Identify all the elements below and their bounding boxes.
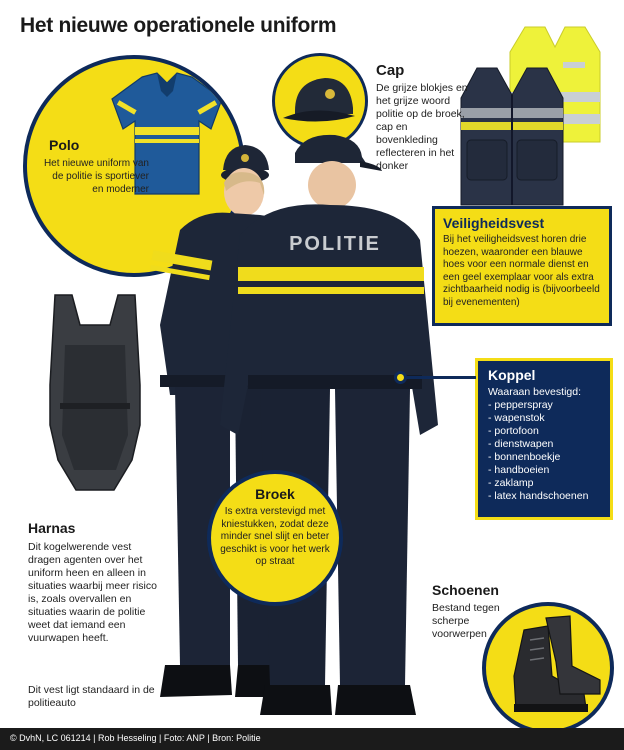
schoenen-text: Bestand tegen scherpe voorwerpen bbox=[432, 602, 500, 640]
koppel-item: - wapenstok bbox=[488, 412, 545, 424]
page-title: Het nieuwe operationele uniform bbox=[20, 14, 337, 37]
koppel-item: - bonnenboekje bbox=[488, 451, 561, 463]
polo-text: Het nieuwe uniform van de politie is sportiever en moderner bbox=[43, 158, 149, 195]
harnas-text-2: Dit vest ligt standaard in de politieauto bbox=[28, 684, 155, 709]
koppel-intro: Waaraan bevestigd: bbox=[488, 386, 581, 398]
polo-heading: Polo bbox=[49, 137, 80, 153]
koppel-box bbox=[475, 358, 613, 520]
broek-heading: Broek bbox=[255, 486, 295, 502]
officers-photo bbox=[120, 125, 450, 725]
veiligheidsvest-text: Bij het veiligheidsvest horen drie hoezen, waaronder een blauwe hoes voor een normale dienst en een geel exemplaar voor als extra zichtbaarheid nodig is (bijvoorbeeld bij evenementen) bbox=[443, 234, 600, 308]
koppel-heading: Koppel bbox=[488, 367, 536, 383]
koppel-item: - pepperspray bbox=[488, 399, 553, 411]
schoenen-heading: Schoenen bbox=[432, 582, 499, 598]
jacket-print: POLITIE bbox=[289, 233, 381, 255]
schoenen-circle bbox=[482, 602, 614, 734]
koppel-item: - zaklamp bbox=[488, 477, 534, 489]
broek-text: Is extra verstevigd met kniestukken, zodat deze minder snel slijt en beter geschikt is voor het werk op straat bbox=[220, 506, 330, 567]
koppel-item: - handboeien bbox=[488, 464, 550, 476]
koppel-pointer-line bbox=[400, 376, 476, 379]
cap-text: De grijze blokjes en het grijze woord politie op de broek, cap en bovenkleding reflecteren in het donker bbox=[376, 82, 468, 172]
cap-heading: Cap bbox=[376, 62, 405, 79]
koppel-item: - portofoon bbox=[488, 425, 539, 437]
koppel-list bbox=[488, 399, 600, 503]
koppel-pointer-dot bbox=[394, 371, 407, 384]
footer-credits: © DvhN, LC 061214 | Rob Hesseling | Foto: ANP | Bron: Politie bbox=[0, 728, 624, 750]
koppel-item: - dienstwapen bbox=[488, 438, 554, 450]
blue-vest-image bbox=[455, 60, 570, 210]
harnas-heading: Harnas bbox=[28, 520, 76, 536]
boots-image bbox=[486, 606, 610, 730]
broek-circle bbox=[207, 470, 343, 606]
koppel-item: - latex handschoenen bbox=[488, 490, 589, 502]
veiligheidsvest-box bbox=[432, 206, 612, 326]
veiligheidsvest-heading: Veiligheidsvest bbox=[443, 215, 545, 231]
harnas-text: Dit kogelwerende vest dragen agenten over het uniform heen en alleen in situaties waarbij meer risico is, zoals overvallen en situaties waarin de politie weet dat iemand een vuurwapen heeft. bbox=[28, 541, 157, 644]
